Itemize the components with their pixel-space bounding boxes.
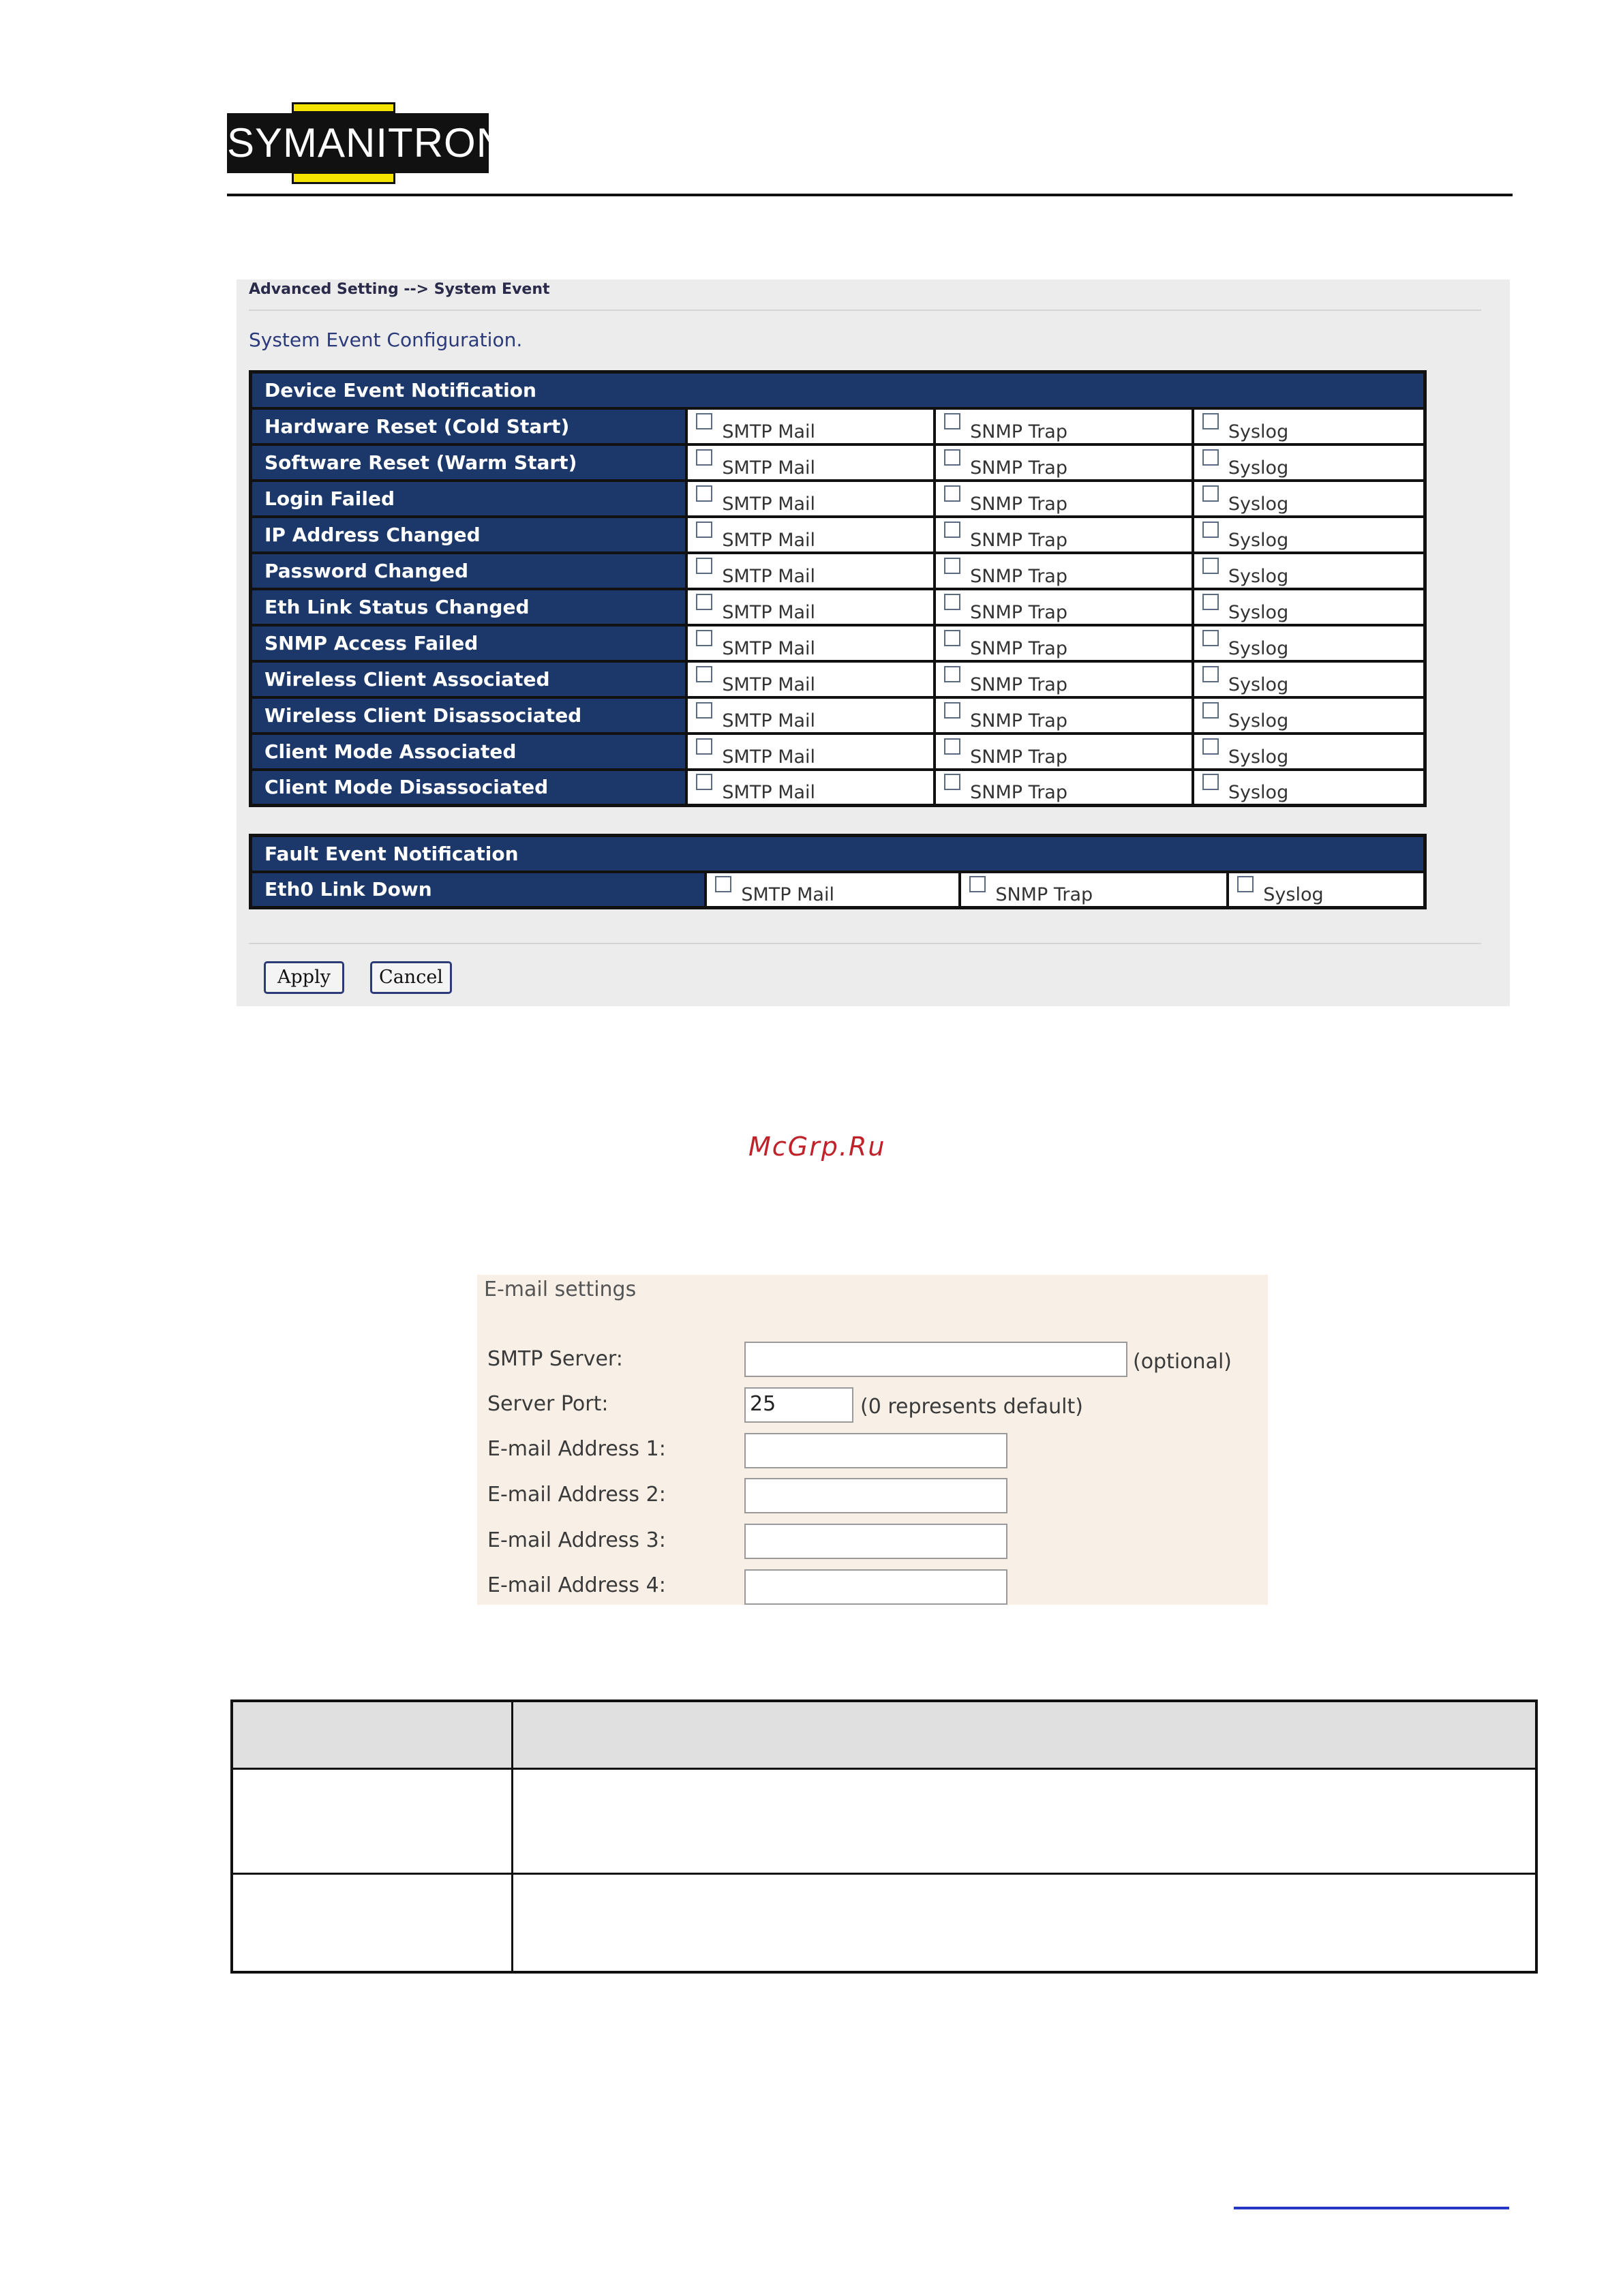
breadcrumb: Advanced Setting --> System Event (249, 281, 550, 298)
snmp-checkbox[interactable] (944, 666, 960, 682)
syslog-option-label: Syslog (1228, 782, 1289, 804)
smtp-checkbox[interactable] (696, 666, 712, 682)
event-label: Eth0 Link Down (251, 872, 706, 908)
email-address-4-label: E-mail Address 4: (487, 1573, 666, 1597)
smtp-checkbox[interactable] (696, 702, 712, 719)
syslog-option[interactable] (1193, 697, 1425, 734)
snmp-option-label: SNMP Trap (970, 674, 1067, 695)
event-label: Wireless Client Associated (251, 661, 687, 697)
smtp-option-label: SMTP Mail (722, 601, 816, 623)
event-row-password-changed (251, 553, 1425, 589)
event-label: Eth Link Status Changed (251, 589, 687, 625)
smtp-checkbox[interactable] (715, 876, 731, 892)
syslog-option[interactable] (1193, 770, 1425, 806)
event-label: Login Failed (251, 481, 687, 517)
snmp-option-label: SNMP Trap (970, 493, 1067, 515)
snmp-option[interactable] (935, 770, 1193, 806)
system-event-panel (237, 280, 1510, 1006)
syslog-option-label: Syslog (1263, 884, 1324, 906)
description-table (230, 1700, 1538, 1974)
smtp-option-label: SMTP Mail (722, 565, 816, 587)
snmp-option-label: SNMP Trap (970, 457, 1067, 479)
smtp-option[interactable] (686, 625, 935, 661)
smtp-option-label: SMTP Mail (722, 782, 816, 804)
breadcrumb-divider (249, 309, 1481, 311)
syslog-checkbox[interactable] (1237, 876, 1254, 892)
fault-event-table (249, 834, 1427, 909)
event-label: Client Mode Disassociated (251, 770, 687, 806)
syslog-checkbox[interactable] (1202, 630, 1219, 646)
table-column-divider (511, 1702, 513, 1971)
snmp-checkbox[interactable] (944, 774, 960, 790)
smtp-option[interactable] (686, 481, 935, 517)
snmp-checkbox[interactable] (944, 594, 960, 610)
snmp-option-label: SNMP Trap (970, 601, 1067, 623)
snmp-option-label: SNMP Trap (970, 746, 1067, 768)
event-label: SNMP Access Failed (251, 625, 687, 661)
snmp-checkbox[interactable] (944, 738, 960, 755)
snmp-option[interactable] (935, 444, 1193, 481)
logo-text: SYMANITRON (227, 113, 489, 173)
syslog-option-label: Syslog (1228, 601, 1289, 623)
syslog-option[interactable] (1193, 408, 1425, 444)
syslog-checkbox[interactable] (1202, 449, 1219, 466)
syslog-checkbox[interactable] (1202, 485, 1219, 502)
event-row-hardware-reset-cold-start (251, 408, 1425, 444)
event-row-snmp-access-failed (251, 625, 1425, 661)
logo-bar-top (292, 102, 395, 113)
smtp-option[interactable] (686, 408, 935, 444)
smtp-checkbox[interactable] (696, 738, 712, 755)
syslog-checkbox[interactable] (1202, 522, 1219, 538)
fault-event-header: Fault Event Notification (251, 836, 1425, 872)
snmp-option-label: SNMP Trap (970, 637, 1067, 659)
smtp-option-label: SMTP Mail (722, 674, 816, 695)
smtp-option-label: SMTP Mail (722, 746, 816, 768)
smtp-option-label: SMTP Mail (722, 637, 816, 659)
snmp-option-label: SNMP Trap (970, 710, 1067, 731)
snmp-option[interactable] (935, 553, 1193, 589)
smtp-checkbox[interactable] (696, 558, 712, 574)
snmp-option[interactable] (935, 517, 1193, 553)
apply-button[interactable]: Apply (264, 961, 344, 994)
smtp-server-hint: (optional) (1133, 1350, 1232, 1374)
syslog-option-label: Syslog (1228, 493, 1289, 515)
event-label: Hardware Reset (Cold Start) (251, 408, 687, 444)
smtp-checkbox[interactable] (696, 485, 712, 502)
snmp-checkbox[interactable] (944, 702, 960, 719)
server-port-hint: (0 represents default) (860, 1395, 1083, 1419)
smtp-option-label: SMTP Mail (722, 493, 816, 515)
event-row-client-mode-disassociated (251, 770, 1425, 806)
smtp-option[interactable] (686, 589, 935, 625)
syslog-option[interactable] (1228, 872, 1425, 908)
smtp-option[interactable] (686, 770, 935, 806)
email-address-1-input[interactable] (744, 1433, 1007, 1468)
event-row-ip-address-changed (251, 517, 1425, 553)
syslog-option[interactable] (1193, 517, 1425, 553)
event-label: Client Mode Associated (251, 734, 687, 770)
description-table-header (233, 1702, 1535, 1768)
smtp-option[interactable] (686, 517, 935, 553)
syslog-option[interactable] (1193, 734, 1425, 770)
smtp-option[interactable] (686, 444, 935, 481)
smtp-option-label: SMTP Mail (741, 884, 834, 906)
email-address-3-label: E-mail Address 3: (487, 1528, 666, 1552)
snmp-checkbox[interactable] (944, 413, 960, 429)
smtp-option[interactable] (686, 697, 935, 734)
syslog-option[interactable] (1193, 444, 1425, 481)
snmp-option-label: SNMP Trap (970, 782, 1067, 804)
smtp-checkbox[interactable] (696, 413, 712, 429)
smtp-checkbox[interactable] (696, 630, 712, 646)
snmp-checkbox[interactable] (944, 522, 960, 538)
snmp-option[interactable] (960, 872, 1228, 908)
snmp-option[interactable] (935, 481, 1193, 517)
smtp-option-label: SMTP Mail (722, 529, 816, 551)
event-row-wireless-client-disassociated (251, 697, 1425, 734)
snmp-checkbox[interactable] (944, 630, 960, 646)
syslog-option-label: Syslog (1228, 565, 1289, 587)
email-address-2-label: E-mail Address 2: (487, 1483, 666, 1507)
page-title: System Event Configuration. (249, 329, 523, 351)
snmp-option-label: SNMP Trap (970, 565, 1067, 587)
device-event-header: Device Event Notification (251, 372, 1425, 408)
smtp-option[interactable] (686, 734, 935, 770)
syslog-option-label: Syslog (1228, 529, 1289, 551)
event-label: Software Reset (Warm Start) (251, 444, 687, 481)
footer-link-line (1234, 2207, 1509, 2209)
event-row-login-failed (251, 481, 1425, 517)
syslog-checkbox[interactable] (1202, 558, 1219, 574)
cancel-button[interactable]: Cancel (370, 961, 452, 994)
syslog-option-label: Syslog (1228, 674, 1289, 695)
syslog-option-label: Syslog (1228, 421, 1289, 442)
device-event-table (249, 370, 1427, 807)
event-row-client-mode-associated (251, 734, 1425, 770)
snmp-option[interactable] (935, 408, 1193, 444)
smtp-option-label: SMTP Mail (722, 710, 816, 731)
smtp-option[interactable] (686, 553, 935, 589)
smtp-option-label: SMTP Mail (722, 421, 816, 442)
watermark: McGrp.Ru (748, 1132, 886, 1162)
syslog-option[interactable] (1193, 553, 1425, 589)
event-label: Wireless Client Disassociated (251, 697, 687, 734)
snmp-option[interactable] (935, 697, 1193, 734)
snmp-option-label: SNMP Trap (970, 421, 1067, 442)
email-address-2-input[interactable] (744, 1478, 1007, 1513)
snmp-checkbox[interactable] (944, 485, 960, 502)
email-settings-panel (477, 1275, 1268, 1605)
smtp-server-label: SMTP Server: (487, 1347, 623, 1371)
header-divider (227, 194, 1513, 196)
server-port-input[interactable]: 25 (744, 1387, 853, 1423)
snmp-option[interactable] (935, 625, 1193, 661)
email-address-1-label: E-mail Address 1: (487, 1437, 666, 1461)
syslog-option-label: Syslog (1228, 637, 1289, 659)
snmp-checkbox[interactable] (944, 558, 960, 574)
syslog-option-label: Syslog (1228, 746, 1289, 768)
email-address-4-input[interactable] (744, 1569, 1007, 1605)
event-label: IP Address Changed (251, 517, 687, 553)
syslog-checkbox[interactable] (1202, 702, 1219, 719)
syslog-checkbox[interactable] (1202, 738, 1219, 755)
syslog-option-label: Syslog (1228, 457, 1289, 479)
snmp-option[interactable] (935, 661, 1193, 697)
syslog-checkbox[interactable] (1202, 594, 1219, 610)
smtp-checkbox[interactable] (696, 449, 712, 466)
event-row-eth-link-status-changed (251, 589, 1425, 625)
snmp-option[interactable] (935, 589, 1193, 625)
syslog-option[interactable] (1193, 589, 1425, 625)
server-port-label: Server Port: (487, 1392, 609, 1416)
snmp-checkbox[interactable] (969, 876, 986, 892)
smtp-checkbox[interactable] (696, 594, 712, 610)
buttons-divider (249, 943, 1481, 944)
syslog-option[interactable] (1193, 661, 1425, 697)
event-row-wireless-client-associated (251, 661, 1425, 697)
syslog-checkbox[interactable] (1202, 413, 1219, 429)
logo-bar-bottom (292, 172, 395, 184)
smtp-checkbox[interactable] (696, 522, 712, 538)
event-row-eth0-link-down (251, 872, 1425, 908)
email-address-3-input[interactable] (744, 1524, 1007, 1559)
syslog-option[interactable] (1193, 625, 1425, 661)
email-settings-title: E-mail settings (484, 1278, 637, 1301)
snmp-option-label: SNMP Trap (995, 884, 1093, 906)
syslog-checkbox[interactable] (1202, 666, 1219, 682)
syslog-option-label: Syslog (1228, 710, 1289, 731)
symanitron-logo (227, 102, 507, 184)
smtp-checkbox[interactable] (696, 774, 712, 790)
smtp-option-label: SMTP Mail (722, 457, 816, 479)
smtp-option[interactable] (686, 661, 935, 697)
smtp-server-input[interactable] (744, 1342, 1127, 1377)
event-row-software-reset-warm-start (251, 444, 1425, 481)
snmp-option-label: SNMP Trap (970, 529, 1067, 551)
snmp-option[interactable] (935, 734, 1193, 770)
table-row-divider (233, 1768, 1535, 1770)
snmp-checkbox[interactable] (944, 449, 960, 466)
syslog-checkbox[interactable] (1202, 774, 1219, 790)
table-row-divider (233, 1873, 1535, 1875)
event-label: Password Changed (251, 553, 687, 589)
syslog-option[interactable] (1193, 481, 1425, 517)
smtp-option[interactable] (706, 872, 960, 908)
